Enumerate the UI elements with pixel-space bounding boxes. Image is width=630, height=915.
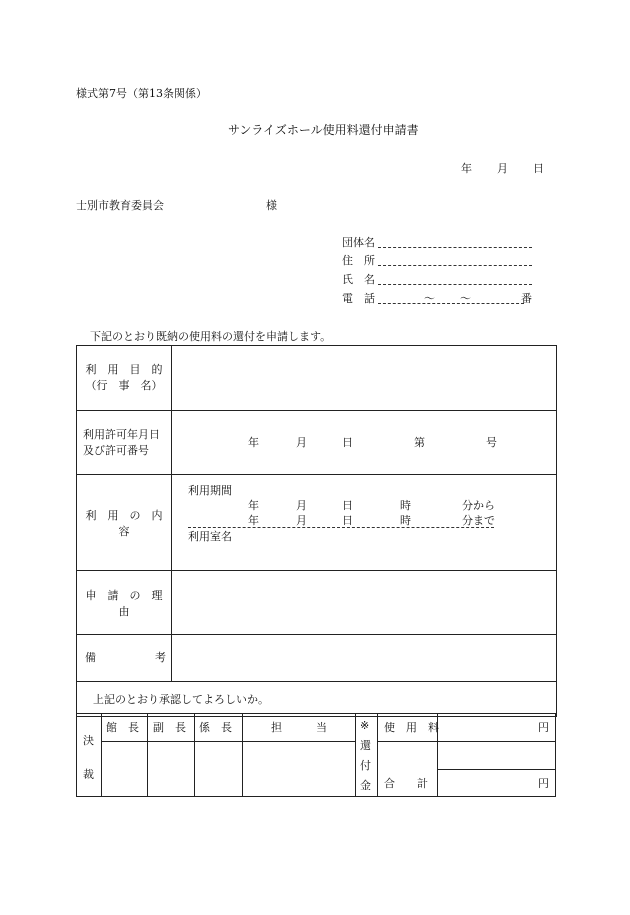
permit-day: 日 [342,436,353,449]
fee-label: 使 用 料 [384,721,439,734]
phone-label: 電 話 [342,292,375,305]
permit-no: 第 [414,436,425,449]
date-month: 月 [497,162,508,175]
refund-mark: ※ [360,719,370,732]
room-label: 利用室名 [188,530,232,543]
reason-label: 申 請 の 理 由 [85,588,174,618]
phone-suffix: 番 [521,292,532,305]
date-year: 年 [461,162,472,175]
kancho-stamp-box[interactable] [102,742,147,796]
phone-sep-2: 〜 [460,292,471,305]
event-name-label: （行 事 名） [85,379,163,392]
content-label: 利 用 の 内 容 [85,508,174,538]
refund-label-1: 還 [360,739,371,752]
address-label: 住 所 [342,254,375,267]
to-month: 月 [296,514,307,527]
phone-sep-1: 〜 [424,292,435,305]
refund-label-3: 金 [360,779,371,792]
kakaricho-label: 係 長 [199,721,232,734]
tanto-label-1: 担 [271,721,282,734]
permit-number-label: 及び許可番号 [83,443,149,457]
fukucho-label: 副 長 [153,721,186,734]
from-month: 月 [296,499,307,512]
remarks-label-1: 備 [85,651,96,664]
addressee-org: 士別市教育委員会 [76,199,164,212]
fee-unit: 円 [538,721,549,734]
page-title: サンライズホール使用料還付申請書 [228,123,419,137]
addressee-honorific: 様 [266,199,277,212]
date-day: 日 [533,162,544,175]
decision-label-2: 裁 [83,768,94,781]
from-year: 年 [248,499,259,512]
intro-text: 下記のとおり既納の使用料の還付を申請します。 [90,330,332,343]
decision-label-1: 決 [83,734,94,747]
purpose-label: 利 用 目 的 [85,363,163,376]
tanto-label-2: 当 [316,721,327,734]
name-label: 氏 名 [342,273,375,286]
permit-month: 月 [296,436,307,449]
fee-amount-field[interactable] [438,714,534,741]
kancho-label: 館 長 [106,721,139,734]
total-amount-field[interactable] [438,770,534,796]
to-day: 日 [342,514,353,527]
to-year: 年 [248,514,259,527]
from-hour: 時 [400,499,411,512]
from-day: 日 [342,499,353,512]
group-name-label: 団体名 [342,236,375,249]
period-label: 利用期間 [188,484,232,497]
approval-text: 上記のとおり承認してよろしいか。 [93,693,269,706]
permit-year: 年 [248,436,259,449]
to-min: 分まで [462,514,495,527]
to-hour: 時 [400,514,411,527]
total-unit: 円 [538,777,549,790]
refund-amount-field[interactable] [438,742,555,769]
tanto-stamp-box[interactable] [243,742,355,796]
fukucho-stamp-box[interactable] [148,742,194,796]
from-min: 分から [462,499,495,512]
permit-date-label: 利用許可年月日 [83,427,160,441]
refund-label-2: 付 [360,759,371,772]
permit-go: 号 [486,436,497,449]
form-number: 様式第7号（第13条関係） [76,87,207,100]
kakaricho-stamp-box[interactable] [195,742,242,796]
total-label: 合 計 [384,777,428,790]
remarks-label-2: 考 [155,651,166,664]
